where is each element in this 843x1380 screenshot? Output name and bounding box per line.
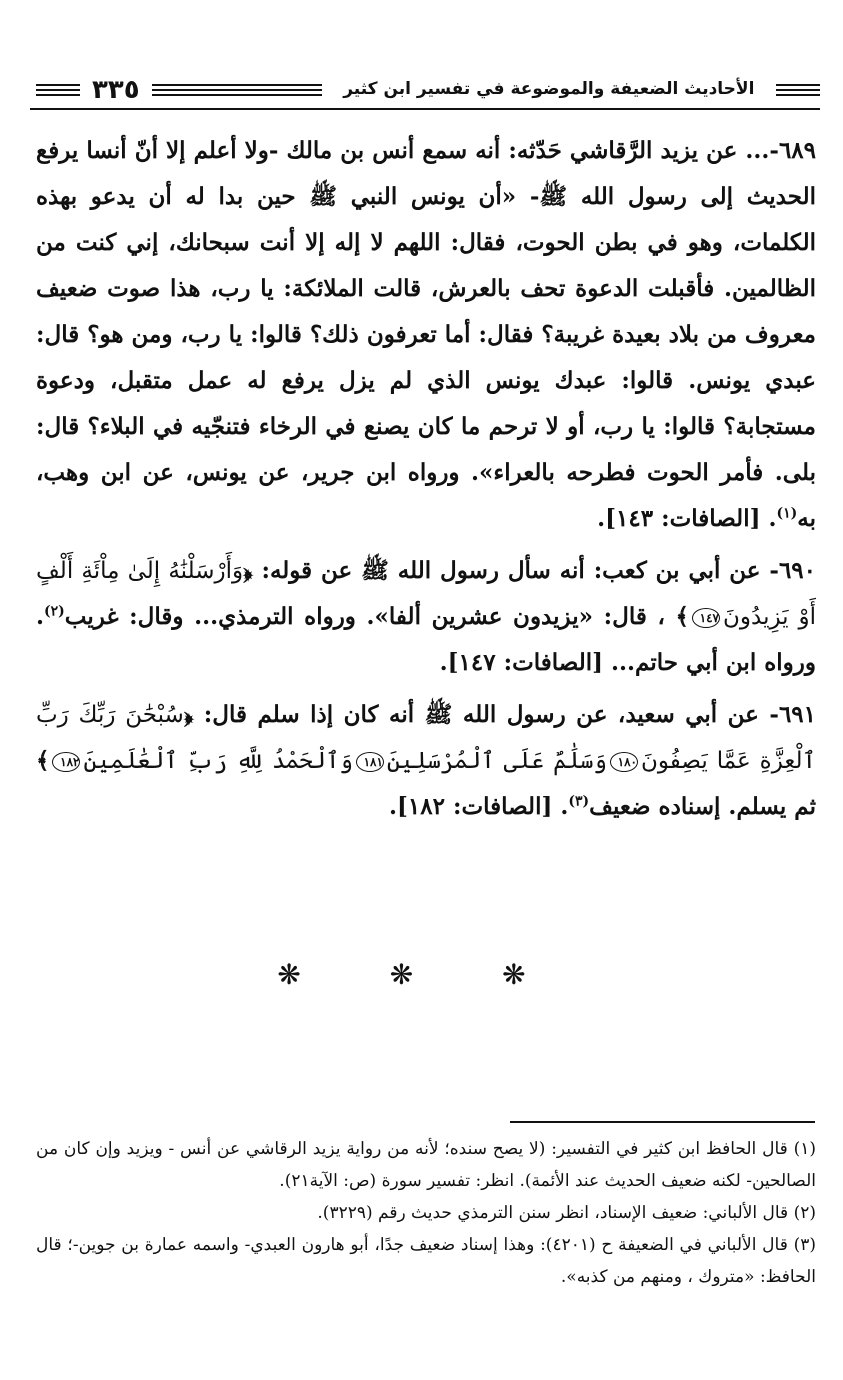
page-number: ٣٣٥ (92, 75, 140, 105)
ayah-number-marker-1: ١٨٠ (610, 752, 638, 772)
footnote-mark-3: (٣) (568, 793, 590, 810)
hadith-691-text-after: ﴾ ثم يسلم. إسناده ضعيف (36, 747, 816, 820)
footnotes (36, 1133, 816, 1293)
hadith-689 (36, 128, 816, 542)
ayah-number-marker: ١٤٧ (692, 608, 720, 628)
footnote-mark-1: (١) (776, 505, 798, 522)
footnote-rule (510, 1121, 815, 1123)
footnote-1: (١) قال الحافظ ابن كثير في التفسير: (لا يصح سنده؛ لأنه من رواية يزيد الرقاشي عن أنس - ويزيد وإن كان من الصالحين- لكنه ضعيف الحديث عند الأئمة). انظر: تفسير سورة (ص: الآية٢١). (36, 1139, 816, 1191)
hadith-691-tail: . [الصافات: ١٨٢]. (389, 793, 569, 820)
hadith-689-tail: . [الصافات: ١٤٣]. (597, 505, 777, 532)
header-rule (30, 108, 820, 110)
running-title: الأحاديث الضعيفة والموضوعة في تفسير ابن كثير (343, 79, 755, 99)
hadith-690-text-after: ﴾ ، قال: «يزيدون عشرين ألفا». ورواه الترمذي... وقال: غريب (64, 603, 689, 630)
header-number-group (36, 75, 322, 105)
header-ornament-left (36, 84, 80, 96)
quran-verse-1: سُبْحَٰنَ رَبِّكَ رَبِّ ٱلْعِزَّةِ عَمَّا يَصِفُونَ (36, 702, 816, 774)
quran-verse: وَأَرْسَلْنَٰهُ إِلَىٰ مِاْئَةِ أَلْفٍ أَوْ يَزِيدُونَ (36, 558, 816, 630)
header-ornament-right (776, 84, 820, 96)
quran-verse-3: وَٱلْحَمْدُ لِلَّهِ رَبِّ ٱلْعَٰلَمِينَ (83, 748, 353, 774)
hadith-690 (36, 548, 816, 686)
hadith-690-text-before: ٦٩٠- عن أبي بن كعب: أنه سأل رسول الله ﷺ عن قوله: ﴿ (243, 557, 816, 584)
hadith-689-text: ٦٨٩-... عن يزيد الرَّقاشي حَدّثه: أنه سمع أنس بن مالك -ولا أعلم إلا أنّ أنسا يرفع الحديث إلى رسول الله ﷺ- «أن يونس النبي ﷺ حين بدا له أن يدعو بهذه الكلمات، وهو في بطن الحوت، فقال: اللهم لا إله إلا أنت سبحانك، إني كنت من الظالمين. فأقبلت الدعوة تحف بالعرش، قالت الملائكة: يا رب، هذا صوت ضعيف معروف من بلاد بعيدة غريبة؟ فقال: أما تعرفون ذلك؟ قالوا: يا رب، ومن هو؟ قال: عبدي يونس. قالوا: عبدك يونس الذي لم يزل يرفع له عمل متقبل، ودعوة مستجابة؟ قالوا: يا رب، أو لا ترحم ما كان يصنع في الرخاء فتنجّيه في البلاء؟ قال: بلى. فأمر الحوت فطرحه بالعراء». ورواه ابن جرير، عن يونس، عن ابن وهب، به (36, 137, 816, 532)
header-ornament-lines (152, 84, 322, 96)
hadith-690-tail: . ورواه ابن أبي حاتم... [الصافات: ١٤٧]. (36, 603, 816, 676)
hadith-691 (36, 692, 816, 830)
main-text (36, 128, 816, 836)
quran-verse-2: وَسَلَٰمٌ عَلَى ٱلْمُرْسَلِينَ (386, 748, 607, 774)
footnote-2: (٢) قال الألباني: ضعيف الإسناد، انظر سنن الترمذي حديث رقم (٣٢٢٩). (317, 1203, 816, 1223)
footnote-3: (٣) قال الألباني في الضعيفة ح (٤٢٠١): وهذا إسناد ضعيف جدًا، أبو هارون العبدي- واسمه عمارة بن جوين-؛ قال الحافظ: «متروك ، ومنهم من كذبه». (36, 1235, 816, 1287)
page-header (36, 70, 820, 110)
hadith-691-text-before: ٦٩١- عن أبي سعيد، عن رسول الله ﷺ أنه كان إذا سلم قال: ﴿ (183, 701, 816, 728)
section-separator: ❋ ❋ ❋ (277, 958, 566, 991)
footnote-mark-2: (٢) (44, 603, 65, 620)
ayah-number-marker-3: ١٨٢ (52, 752, 80, 772)
ayah-number-marker-2: ١٨١ (356, 752, 384, 772)
